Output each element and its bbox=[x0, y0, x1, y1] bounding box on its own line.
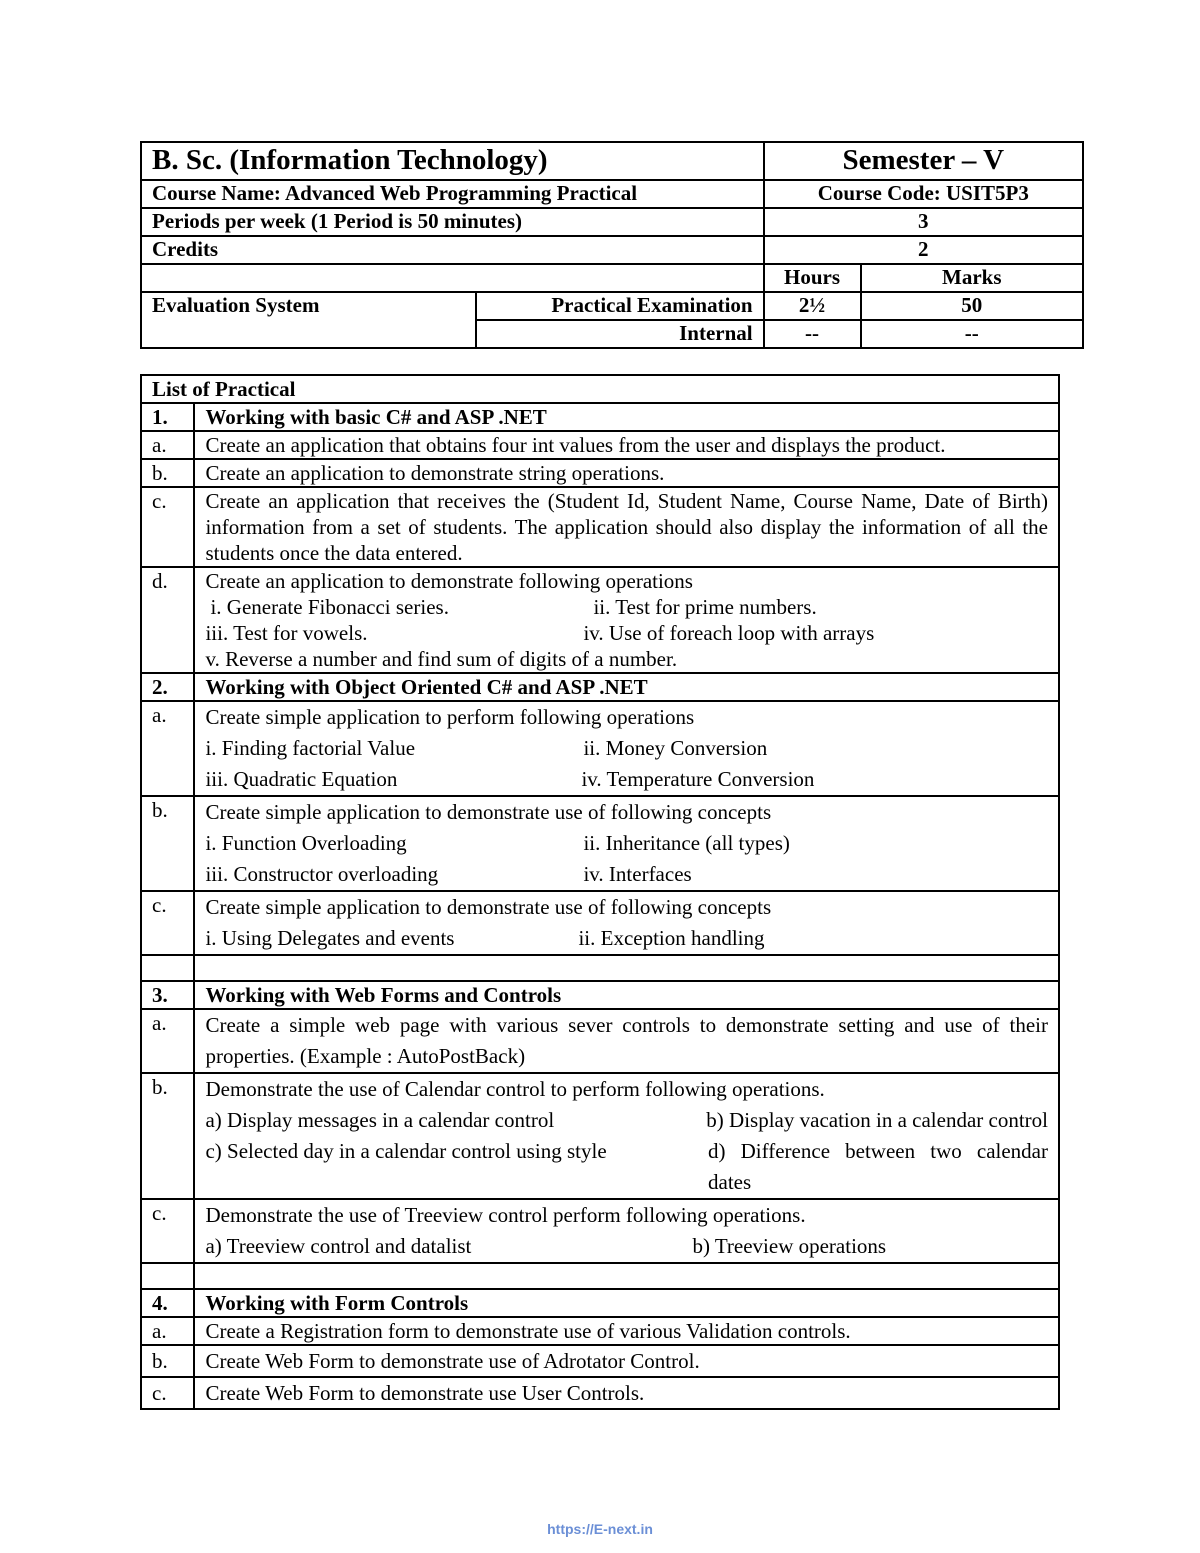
practical-row bbox=[141, 1009, 1059, 1073]
item-index: b. bbox=[141, 1073, 194, 1199]
practical-row bbox=[141, 459, 1059, 487]
section-number: 1. bbox=[141, 403, 194, 431]
item-text: Create a Registration form to demonstrate use of various Validation controls. bbox=[194, 1317, 1059, 1345]
item-index: b. bbox=[141, 796, 194, 891]
practical-row bbox=[141, 701, 1059, 796]
periods-label: Periods per week (1 Period is 50 minutes) bbox=[141, 208, 764, 236]
item-text: Create simple application to demonstrate use of following concepts bbox=[205, 895, 772, 919]
sub-item: iv. Temperature Conversion bbox=[581, 767, 815, 791]
sub-item: c) Selected day in a calendar control using style bbox=[205, 1139, 607, 1163]
practical-row bbox=[141, 567, 1059, 673]
practical-list-table bbox=[140, 374, 1060, 1410]
course-header-table bbox=[140, 141, 1084, 349]
sub-item: i. Using Delegates and events bbox=[205, 926, 455, 950]
practical-row bbox=[141, 1073, 1059, 1199]
item-text: Create simple application to perform following operations bbox=[205, 705, 695, 729]
credits-value: 2 bbox=[764, 236, 1083, 264]
sub-item: a) Display messages in a calendar control bbox=[205, 1108, 555, 1132]
sub-item: ii. Exception handling bbox=[578, 926, 765, 950]
sub-item: iii. Quadratic Equation bbox=[205, 767, 398, 791]
section-row bbox=[141, 403, 1059, 431]
item-index: d. bbox=[141, 567, 194, 673]
practical-exam-marks: 50 bbox=[861, 292, 1083, 320]
section-row bbox=[141, 1289, 1059, 1317]
item-text: Create an application to demonstrate following operations bbox=[205, 569, 693, 593]
practical-row bbox=[141, 1199, 1059, 1263]
item-text: Demonstrate the use of Treeview control perform following operations. bbox=[205, 1203, 806, 1227]
sub-item: iv. Interfaces bbox=[583, 862, 692, 886]
blank-row bbox=[141, 955, 1059, 981]
item-index: a. bbox=[141, 701, 194, 796]
practical-exam-hours: 2½ bbox=[764, 292, 861, 320]
periods-value: 3 bbox=[764, 208, 1083, 236]
item-text: Create an application that obtains four int values from the user and displays the product. bbox=[194, 431, 1059, 459]
sub-item: i. Generate Fibonacci series. bbox=[210, 595, 449, 619]
item-text: Create an application to demonstrate string operations. bbox=[194, 459, 1059, 487]
section-number: 4. bbox=[141, 1289, 194, 1317]
semester-label: Semester – V bbox=[764, 142, 1083, 180]
practical-row bbox=[141, 891, 1059, 955]
item-text: Create Web Form to demonstrate use of Adrotator Control. bbox=[194, 1345, 1059, 1377]
footer-link[interactable]: https://E-next.in bbox=[547, 1521, 653, 1537]
item-index: a. bbox=[141, 1317, 194, 1345]
item-index: c. bbox=[141, 1377, 194, 1409]
sub-item: i. Finding factorial Value bbox=[205, 736, 416, 760]
course-name: Course Name: Advanced Web Programming Practical bbox=[141, 180, 764, 208]
hours-header: Hours bbox=[764, 264, 861, 292]
course-code: Course Code: USIT5P3 bbox=[764, 180, 1083, 208]
item-index: a. bbox=[141, 1009, 194, 1073]
sub-item: b) Treeview operations bbox=[692, 1234, 887, 1258]
sub-item: ii. Money Conversion bbox=[583, 736, 768, 760]
marks-header: Marks bbox=[861, 264, 1083, 292]
sub-item: iii. Constructor overloading bbox=[205, 862, 439, 886]
item-index: c. bbox=[141, 1199, 194, 1263]
item-text: Demonstrate the use of Calendar control to perform following operations. bbox=[205, 1077, 825, 1101]
section-title: Working with Object Oriented C# and ASP .NET bbox=[194, 673, 1059, 701]
practical-exam-label: Practical Examination bbox=[476, 292, 763, 320]
practical-row bbox=[141, 487, 1059, 567]
section-number: 2. bbox=[141, 673, 194, 701]
practical-row bbox=[141, 1377, 1059, 1409]
item-text: Create a simple web page with various sever controls to demonstrate setting and use of their properties. (Example : AutoPostBack) bbox=[205, 1013, 1048, 1068]
blank-row bbox=[141, 1263, 1059, 1289]
item-text: Create Web Form to demonstrate use User Controls. bbox=[194, 1377, 1059, 1409]
sub-item: d) Difference between two calendar dates bbox=[708, 1139, 1048, 1194]
internal-hours: -- bbox=[764, 320, 861, 348]
section-title: Working with Form Controls bbox=[194, 1289, 1059, 1317]
sub-item: i. Function Overloading bbox=[205, 831, 407, 855]
section-title: Working with basic C# and ASP .NET bbox=[194, 403, 1059, 431]
section-number: 3. bbox=[141, 981, 194, 1009]
item-index: c. bbox=[141, 487, 194, 567]
evaluation-system-label: Evaluation System bbox=[141, 292, 476, 348]
sub-item: ii. Inheritance (all types) bbox=[583, 831, 790, 855]
internal-label: Internal bbox=[476, 320, 763, 348]
sub-item: b) Display vacation in a calendar control bbox=[706, 1108, 1048, 1132]
sub-item: a) Treeview control and datalist bbox=[205, 1234, 472, 1258]
item-text: Create an application that receives the (Student Id, Student Name, Course Name, Date of Birth) information from a set of students. The application should also display the information of all the students once the data entered. bbox=[205, 489, 1048, 565]
practical-row bbox=[141, 796, 1059, 891]
item-index: b. bbox=[141, 459, 194, 487]
practical-row bbox=[141, 1345, 1059, 1377]
sub-item: iv. Use of foreach loop with arrays bbox=[583, 621, 875, 645]
sub-item: v. Reverse a number and find sum of digits of a number. bbox=[205, 647, 678, 671]
program-title: B. Sc. (Information Technology) bbox=[141, 142, 764, 180]
practical-row bbox=[141, 431, 1059, 459]
item-index: b. bbox=[141, 1345, 194, 1377]
section-row bbox=[141, 981, 1059, 1009]
internal-marks: -- bbox=[861, 320, 1083, 348]
section-row bbox=[141, 673, 1059, 701]
sub-item: ii. Test for prime numbers. bbox=[593, 595, 817, 619]
credits-label: Credits bbox=[141, 236, 764, 264]
item-text: Create simple application to demonstrate use of following concepts bbox=[205, 800, 772, 824]
empty-cell bbox=[141, 264, 764, 292]
practical-row bbox=[141, 1317, 1059, 1345]
sub-item: iii. Test for vowels. bbox=[205, 621, 368, 645]
list-title: List of Practical bbox=[141, 375, 1059, 403]
item-index: a. bbox=[141, 431, 194, 459]
section-title: Working with Web Forms and Controls bbox=[194, 981, 1059, 1009]
item-index: c. bbox=[141, 891, 194, 955]
